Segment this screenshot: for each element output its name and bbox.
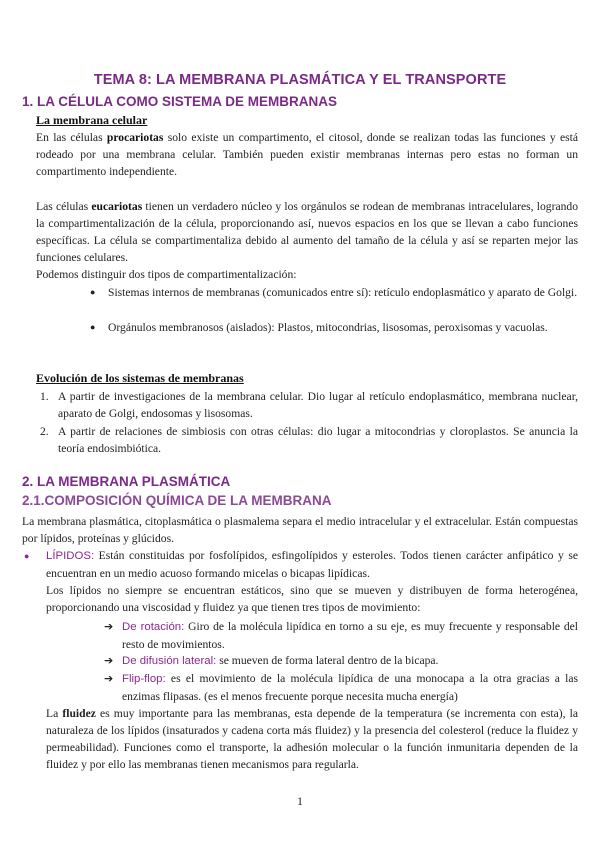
list-item: ➔ De rotación: Giro de la molécula lipídica en torno a su eje, es muy frecuente y responsable del resto de movimientos. (104, 620, 579, 651)
paragraph-lipidos-movimiento: Los lípidos no siempre se encuentran estáticos, sino que se mueven y distribuyen de forma heterogénea, proporcionando una viscosidad y fluidez ya que tienen tres tipos de movimiento: (46, 584, 578, 614)
paragraph-intro-membrana: La membrana plasmática, citoplasmática o plasmalema separa el medio intracelular y el extracelular. Están compuestas por lípidos, proteínas y glúcidos. (22, 515, 578, 545)
section-1-heading: 1. LA CÉLULA COMO SISTEMA DE MEMBRANAS (22, 94, 338, 109)
paragraph-procariotas: En las células procariotas solo existe un compartimento, el citosol, donde se realizan todas las funciones y está rodeado por una membrana celular. También pueden existir membranas internas pero estas no forman un compartimento independiente. (36, 131, 578, 178)
right-arrow-icon: ➔ (104, 654, 114, 667)
section-2-1-heading: 2.1.COMPOSICIÓN QUÍMICA DE LA MEMBRANA (22, 493, 332, 508)
page-number: 1 (297, 794, 303, 808)
right-arrow-icon: ➔ (104, 620, 114, 633)
list-item: ● LÍPIDOS: Están constituidas por fosfolípidos, esfingolípidos y esteroles. Todos tienen carácter anfipático y se encuentran en un medio acuoso formando micelas o bicapas lipídicas. (24, 549, 578, 580)
list-item: ➔ De difusión lateral: se mueven de forma lateral dentro de la bicapa. (104, 654, 439, 667)
list-item: ● Sistemas internos de membranas (comunicados entre sí): retículo endoplasmático y aparato de Golgi. (90, 286, 578, 299)
list-item: ➔ Flip-flop: es el movimiento de la molécula lipídica de una monocapa a la otra gracias a las enzimas flipasas. (es el menos frecuente porque necesita mucha energía) (104, 672, 578, 703)
paragraph-tipos-intro: Podemos distinguir dos tipos de compartimentalización: (36, 268, 297, 281)
section-2-heading: 2. LA MEMBRANA PLASMÁTICA (22, 474, 231, 489)
list-item: 2. A partir de relaciones de simbiosis con otras células: dio lugar a mitocondrias y cloroplastos. Se anuncia la teoría endosimbiótica. (40, 425, 578, 455)
paragraph-fluidez: La fluidez es muy importante para las membranas, esta depende de la temperatura (se incrementa con esta), la naturaleza de los lípidos (insaturados y cadena corta más fluidez) y la presencia del colesterol (reduce la fluidez y permeabilidad). Funciones como el transporte, la adhesión molecular o la función inmunitaria dependen de la fluidez y por ello las membranas tienen mecanismos para regularla. (46, 707, 578, 771)
subheading-membrana-celular: La membrana celular (36, 113, 148, 127)
right-arrow-icon: ➔ (104, 672, 114, 685)
list-item: ● Orgánulos membranosos (aislados): Plastos, mitocondrias, lisosomas, peroxisomas y vacuolas. (90, 321, 548, 334)
subheading-evolucion: Evolución de los sistemas de membranas (36, 371, 244, 385)
bullet-icon: ● (24, 551, 30, 561)
bullet-icon: ● (90, 287, 96, 297)
document-title: TEMA 8: LA MEMBRANA PLASMÁTICA Y EL TRANSPORTE (93, 72, 507, 88)
paragraph-eucariotas: Las células eucariotas tienen un verdadero núcleo y los orgánulos se rodean de membranas intracelulares, logrando la compartimentalización de la célula, proporcionando así, nuevos espacios en los que se llevan a cabo funciones específicas. La célula se compartimentaliza debido al aumento del tamaño de la célula y así se reparten mejor las funciones celulares. (36, 200, 579, 264)
list-item: 1. A partir de investigaciones de la membrana celular. Dio lugar al retículo endoplasmático, membrana nuclear, aparato de Golgi, endosomas y lisosomas. (40, 390, 578, 420)
bullet-icon: ● (90, 322, 96, 332)
